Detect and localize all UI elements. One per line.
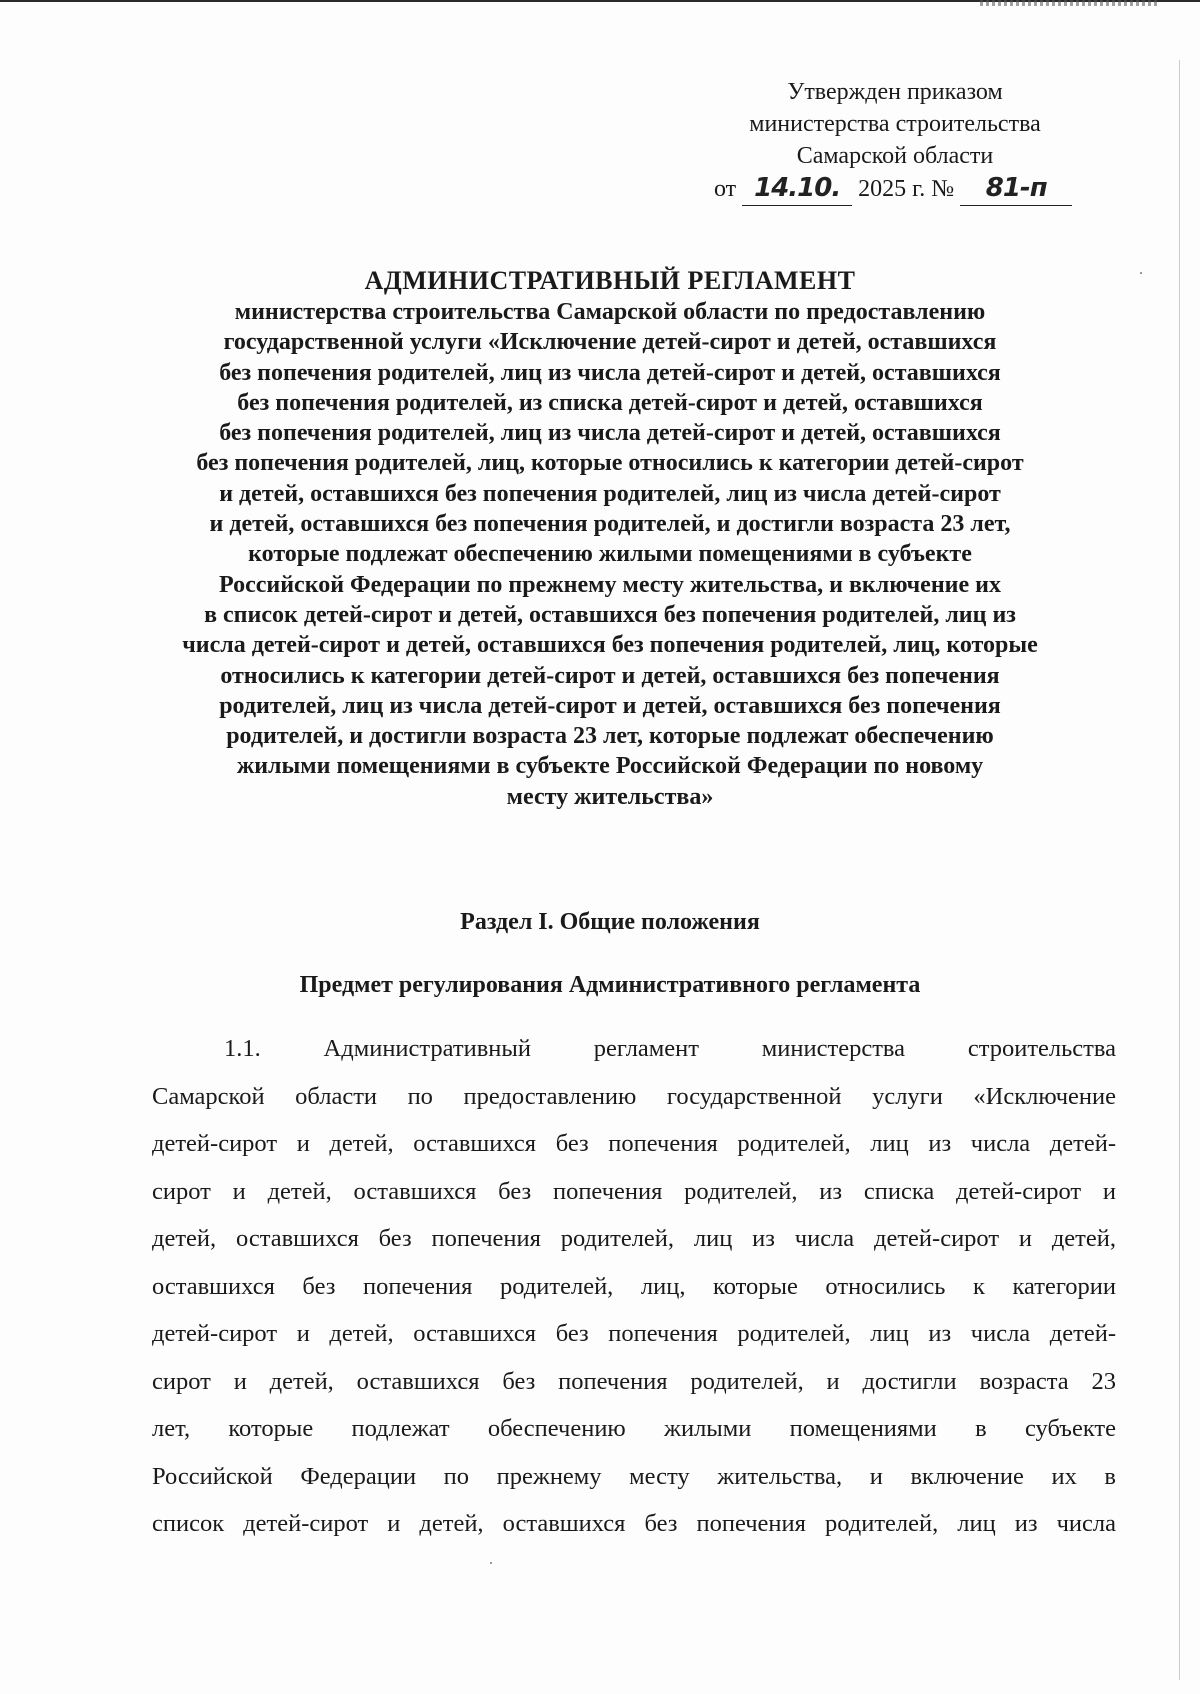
subtitle-line: жилыми помещениями в субъекте Российской Федерации по новому <box>236 753 984 780</box>
approval-number-field <box>960 172 1072 206</box>
body-line: детей-сирот и детей, оставшихся без попечения родителей, лиц из числа детей- <box>152 1320 1116 1347</box>
subtitle-line: без попечения родителей, из списка детей-сирот и детей, оставшихся <box>237 389 983 416</box>
body-line: детей-сирот и детей, оставшихся без попечения родителей, лиц из числа детей- <box>152 1130 1116 1157</box>
subtitle-line: месту жительства» <box>506 783 714 810</box>
body-line: детей, оставшихся без попечения родителей, лиц из числа детей-сирот и детей, <box>152 1225 1116 1252</box>
handwritten-date: 14.10. <box>754 173 841 203</box>
subtitle-line: которые подлежат обеспечению жилыми помещениями в субъекте <box>248 541 972 568</box>
scan-speck <box>1140 272 1142 274</box>
body-line: сирот и детей, оставшихся без попечения родителей, из списка детей-сирот и <box>152 1177 1116 1205</box>
body-line: лет, которые подлежат обеспечению жилыми помещениями в субъекте <box>152 1415 1116 1442</box>
document-subtitle <box>90 297 1130 812</box>
subtitle-line: в список детей-сирот и детей, оставшихся без попечения родителей, лиц из <box>204 601 1016 628</box>
body-line: оставшихся без попечения родителей, лиц, которые относились к категории <box>152 1272 1116 1300</box>
handwritten-number: 81-п <box>985 173 1047 203</box>
section-heading: Раздел I. Общие положения <box>460 909 760 935</box>
subtitle-line: родителей, и достигли возраста 23 лет, которые подлежат обеспечению <box>226 723 994 750</box>
document-title-block <box>90 265 1130 812</box>
approval-from-label: от <box>714 176 737 202</box>
subtitle-line: государственной услуги «Исключение детей-сирот и детей, оставшихся <box>223 329 997 356</box>
body-line: Самарской области по предоставлению государственной услуги «Исключение <box>152 1082 1116 1110</box>
subtitle-line: без попечения родителей, лиц, которые относились к категории детей-сирот <box>196 450 1024 477</box>
body-line: Российской Федерации по прежнему месту жительства, и включение их в <box>152 1462 1116 1490</box>
section-subheading: Предмет регулирования Административного регламента <box>299 972 921 998</box>
approval-date-number-line <box>700 172 1090 206</box>
subtitle-line: относились к категории детей-сирот и детей, оставшихся без попечения <box>220 662 1000 689</box>
subtitle-line: и детей, оставшихся без попечения родителей, и достигли возраста 23 лет, <box>209 511 1011 538</box>
approval-block <box>700 76 1090 206</box>
scan-speck <box>490 1562 492 1564</box>
scan-artifact-mark <box>980 0 1160 6</box>
approval-line-1: Утвержден приказом <box>787 79 1003 105</box>
approval-year-label: 2025 г. № <box>858 176 955 202</box>
body-line: список детей-сирот и детей, оставшихся без попечения родителей, лиц из числа <box>152 1510 1116 1537</box>
paragraph-1-1 <box>152 1025 1116 1548</box>
document-title: АДМИНИСТРАТИВНЫЙ РЕГЛАМЕНТ <box>364 266 856 295</box>
subtitle-line: родителей, лиц из числа детей-сирот и детей, оставшихся без попечения <box>219 692 1001 719</box>
body-line: сирот и детей, оставшихся без попечения родителей, и достигли возраста 23 <box>152 1367 1116 1395</box>
subtitle-line: министерства строительства Самарской области по предоставлению <box>234 299 986 325</box>
approval-line-3: Самарской области <box>796 143 994 169</box>
subtitle-line: числа детей-сирот и детей, оставшихся без попечения родителей, лиц, которые <box>182 632 1038 659</box>
approval-line-2: министерства строительства <box>749 111 1041 137</box>
subtitle-line: без попечения родителей, лиц из числа детей-сирот и детей, оставшихся <box>219 420 1001 447</box>
scan-right-edge <box>1179 60 1180 1680</box>
subtitle-line: Российской Федерации по прежнему месту жительства, и включение их <box>219 571 1001 598</box>
subtitle-line: без попечения родителей, лиц из числа детей-сирот и детей, оставшихся <box>219 359 1001 386</box>
subtitle-line: и детей, оставшихся без попечения родителей, лиц из числа детей-сирот <box>219 480 1001 507</box>
approval-date-field <box>742 172 852 206</box>
body-line: 1.1. Административный регламент министерства строительства <box>224 1035 1116 1062</box>
